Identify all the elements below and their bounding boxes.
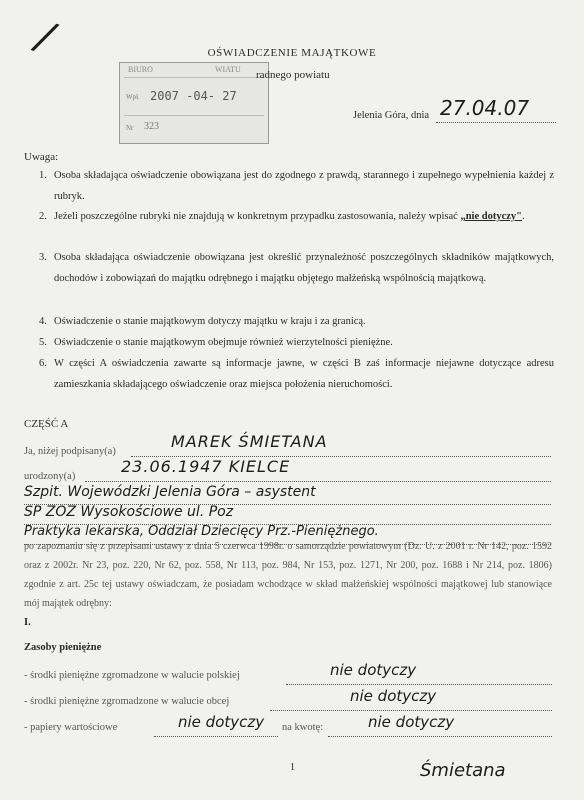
czesc-a-heading: CZĘŚĆ A [24,418,69,430]
amount-value: nie dotyczy [368,713,455,731]
born-label: urodzony(a) [24,471,76,482]
born-value: 23.06.1947 KIELCE [121,457,291,476]
stamp-nr-value: 323 [144,121,159,132]
uwaga-item-text: Jeżeli poszczególne rubryki nie znajdują w konkretnym przypadku zastosowania, należy wpisać [54,211,461,222]
uwaga-item-text: W części A oświadczenia zawarte są informacje jawne, w części B zaś informacje niejawne dotyczące adresu zamieszkania składającego oświadczenie oraz miejsca położenia nieruchomości. [54,358,554,390]
cash-foreign-value: nie dotyczy [350,687,437,705]
document-title: OŚWIADCZENIE MAJĄTKOWE [207,47,377,59]
date-handwritten: 27.04.07 [440,96,530,120]
stamp-nr-label: Nr [126,124,134,132]
stamp-office-right: WIATU [215,65,241,74]
cash-foreign-row [24,687,552,710]
section-i-heading: I. [24,617,31,628]
uwaga-item [39,332,554,353]
born-field [85,457,551,482]
cash-pln-field [286,661,552,685]
uwaga-item-text: Oświadczenie o stanie majątkowym dotyczy majątku w kraju i za granicą. [54,316,366,327]
slash-mark: / [31,13,59,61]
name-label: Ja, niżej podpisany(a) [24,446,116,457]
securities-field [154,713,278,737]
registration-stamp [119,62,269,144]
cash-foreign-label: - środki pieniężne zgromadzone w walucie obcej [24,696,230,707]
uwaga-item-text: Oświadczenie o stanie majątkowym obejmuje również wierzytelności pieniężne. [54,337,393,348]
stamp-wpl-label: Wpł. [126,93,140,101]
stamp-office-left: BIURO [128,65,153,74]
document-subtitle: radnego powiatu [256,69,330,81]
section-i-subheading: Zasoby pieniężne [24,642,102,653]
uwaga-item [39,311,554,332]
uwaga-item-number: 5. [39,337,47,348]
employment-value: SP ZOZ Wysokościowe ul. Poz [24,504,234,520]
uwaga-item-number: 3. [39,252,47,263]
uwaga-item [39,247,554,289]
uwaga-heading: Uwaga: [24,151,59,163]
securities-label: - papiery wartościowe [24,722,118,733]
amount-label: na kwotę: [282,722,324,733]
uwaga-item-number: 2. [39,211,47,222]
uwaga-item-number: 4. [39,316,47,327]
cash-foreign-field [270,687,552,711]
employment-line [24,504,551,525]
uwaga-item-text-end: . [521,211,525,222]
cash-pln-row [24,661,552,684]
signature: Śmietana [420,760,506,781]
uwaga-item-text: Osoba składająca oświadczenie obowiązana jest określić przynależność poszczególnych składników majątkowych, dochodów i zobowiązań do majątku odrębnego i majątku objętego małżeńską wspólnością majątkową. [54,252,554,284]
employment-value: Praktyka lekarska, Oddział Dziecięcy Prz.-Pieniężnego. [24,524,379,539]
name-field [131,432,551,457]
uwaga-item [39,165,554,207]
uwaga-item-emphasis: „nie dotyczy" [460,211,522,222]
name-value: MAREK ŚMIETANA [171,432,328,451]
cash-pln-label: - środki pieniężne zgromadzone w walucie polskiej [24,670,240,681]
date-field [436,96,556,123]
uwaga-item [39,206,554,227]
uwaga-item-number: 6. [39,358,47,369]
stamp-date: 2007 -04- 27 [150,89,237,103]
uwaga-item [39,353,554,395]
cash-pln-value: nie dotyczy [330,661,417,679]
page-number: 1 [290,762,295,773]
employment-value: Szpit. Wojewódzki Jelenia Góra – asystent [24,484,316,500]
employment-line [24,484,551,505]
place-date-label: Jelenia Góra, dnia [353,110,430,121]
securities-row [24,713,552,736]
uwaga-item-text: Osoba składająca oświadczenie obowiązana jest do zgodnego z prawdą, starannego i zupełnego wypełnienia każdej z rubryk. [54,170,554,202]
securities-value: nie dotyczy [178,713,265,731]
legal-statement: po zapoznaniu się z przepisami ustawy z dnia 5 czerwca 1998r. o samorządzie powiatowym (Dz. U. z 2001 r. Nr 142, poz. 1592 oraz z 2002r. Nr 23, poz. 220, Nr 62, poz. 558, Nr 113, poz. 984, Nr 153, poz. 1271, Nr 200, poz. 1688 i Nr 214, poz. 1806) zgodnie z art. 25c tej ustawy oświadczam, że posiadam wchodzące w skład małżeńskiej wspólności majątkowej lub stanowiące mój majątek odrębny: [24,541,552,609]
amount-field [328,713,552,737]
uwaga-item-number: 1. [39,170,47,181]
